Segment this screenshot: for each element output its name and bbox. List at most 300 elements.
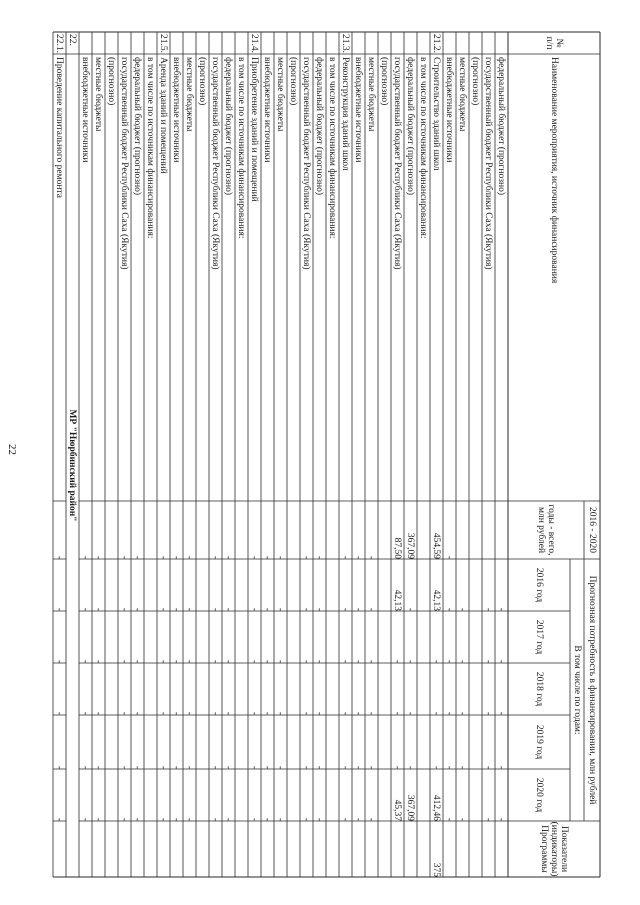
- cell-indicator: [300, 821, 313, 880]
- cell-2020: -: [171, 817, 182, 821]
- row-name: (прогнозно): [379, 57, 390, 106]
- cell-2017: [378, 611, 391, 666]
- cell-2019: -: [275, 765, 286, 769]
- budget-table: [40, 32, 600, 897]
- cell-2016: -: [340, 607, 351, 611]
- cell-2020: -: [353, 817, 364, 821]
- cell-2020: 45,37: [392, 799, 403, 821]
- cell-2019: -: [301, 765, 312, 769]
- cell-2016: -: [314, 607, 325, 611]
- cell-indicator: [105, 821, 118, 880]
- cell-2018: -: [353, 711, 364, 715]
- row-number: [365, 32, 378, 56]
- cell-2019: [469, 715, 482, 772]
- row-number: [118, 32, 131, 56]
- cell-2016: -: [301, 607, 312, 611]
- row-number: [300, 32, 313, 56]
- cell-2020: -: [444, 817, 455, 821]
- cell-indicator: [365, 821, 378, 880]
- cell-2017: -: [249, 659, 260, 663]
- header-total-desc: годы - всего, млн рублей: [536, 504, 556, 556]
- cell-indicator: [196, 821, 209, 880]
- cell-total: [482, 501, 495, 562]
- cell-indicator: 375: [431, 862, 442, 877]
- row-name: местные бюджеты: [457, 57, 468, 132]
- cell-total: [417, 501, 430, 562]
- cell-2017: -: [431, 659, 442, 663]
- cell-2017: -: [366, 659, 377, 663]
- row-number: [469, 32, 482, 56]
- cell-2018: -: [80, 711, 91, 715]
- row-name: федеральный бюджет (прогнозно): [405, 57, 416, 196]
- cell-2020: [417, 769, 430, 824]
- cell-2016: -: [54, 607, 65, 611]
- cell-2018: [196, 663, 209, 718]
- cell-total: -: [262, 555, 273, 559]
- row-name: государственный бюджет Республики Саха (Якутия): [301, 57, 312, 270]
- row-name: Реконструкция зданий школ: [340, 57, 351, 171]
- row-name: Приобретение зданий и помещений: [249, 57, 260, 202]
- row-number: [417, 32, 430, 56]
- cell-2019: -: [93, 765, 104, 769]
- row-number: [391, 32, 404, 56]
- cell-2017: [235, 611, 248, 666]
- header-year-2020: 2020 год: [534, 777, 544, 813]
- cell-2016: -: [353, 607, 364, 611]
- cell-2016: [469, 559, 482, 614]
- cell-total: -: [119, 555, 130, 559]
- row-number: [326, 32, 339, 56]
- row-number: [274, 32, 287, 56]
- row-name: (прогнозно): [470, 57, 481, 106]
- cell-indicator: [313, 821, 326, 880]
- row-name: местные бюджеты: [366, 57, 377, 132]
- row-name: местные бюджеты: [184, 57, 195, 132]
- header-forecast: Прогнозная потребность в финансировании, млн рублей: [587, 575, 597, 805]
- cell-2020: [378, 769, 391, 824]
- cell-2018: [378, 663, 391, 718]
- cell-2017: [105, 611, 118, 666]
- row-name: в том числе по источникам финансирования:: [327, 57, 338, 239]
- cell-2018: -: [184, 711, 195, 715]
- cell-2019: -: [223, 765, 234, 769]
- cell-indicator: [404, 821, 417, 880]
- cell-2020: -: [483, 817, 494, 821]
- row-name: внебюджетные источники: [353, 57, 364, 163]
- cell-total: -: [158, 555, 169, 559]
- cell-total: -: [210, 555, 221, 559]
- cell-2017: [144, 611, 157, 666]
- cell-2019: -: [119, 765, 130, 769]
- header-indicators: Показатели (индикаторы) Программы: [539, 821, 569, 877]
- cell-2016: [287, 559, 300, 614]
- header-year-2016: 2016 год: [534, 567, 544, 603]
- row-number: [313, 32, 326, 56]
- cell-2020: -: [223, 817, 234, 821]
- cell-indicator: [248, 821, 261, 880]
- row-number: [144, 32, 157, 56]
- header-by-years: В том числе по годам:: [572, 645, 582, 735]
- cell-2018: -: [457, 711, 468, 715]
- row-name: в том числе по источникам финансирования:: [236, 57, 247, 239]
- cell-2016: -: [223, 607, 234, 611]
- cell-2020: [144, 769, 157, 824]
- cell-2018: -: [249, 711, 260, 715]
- cell-2019: -: [444, 765, 455, 769]
- cell-indicator: [443, 821, 456, 880]
- cell-indicator: [235, 821, 248, 880]
- cell-total: [469, 501, 482, 562]
- row-name: государственный бюджет Республики Саха (Якутия): [210, 57, 221, 270]
- cell-2016: -: [132, 607, 143, 611]
- cell-2019: -: [80, 765, 91, 769]
- cell-total: -: [444, 555, 455, 559]
- row-number: 21.4.: [249, 34, 260, 53]
- cell-total: -: [132, 555, 143, 559]
- cell-2017: -: [132, 659, 143, 663]
- cell-2020: [196, 769, 209, 824]
- cell-2017: -: [392, 659, 403, 663]
- row-number: 22.: [67, 34, 78, 46]
- row-number: [196, 32, 209, 56]
- cell-2016: -: [366, 607, 377, 611]
- row-number: 21.2.: [431, 34, 442, 53]
- cell-2018: -: [54, 711, 65, 715]
- cell-total: -: [184, 555, 195, 559]
- cell-2016: [196, 559, 209, 614]
- cell-2016: -: [184, 607, 195, 611]
- cell-2019: -: [262, 765, 273, 769]
- cell-2018: -: [340, 711, 351, 715]
- header-name: Наименование мероприятия, источник финансирования: [549, 57, 559, 284]
- cell-indicator: [79, 821, 92, 880]
- row-number: [92, 32, 105, 56]
- cell-indicator: [144, 821, 157, 880]
- cell-2020: [326, 769, 339, 824]
- cell-2020: -: [210, 817, 221, 821]
- cell-2020: -: [366, 817, 377, 821]
- cell-2018: -: [366, 711, 377, 715]
- cell-total: [326, 501, 339, 562]
- cell-2017: -: [184, 659, 195, 663]
- cell-total: -: [93, 555, 104, 559]
- cell-total: -: [301, 555, 312, 559]
- cell-2017: -: [262, 659, 273, 663]
- row-name: внебюджетные источники: [80, 57, 91, 163]
- cell-2020: -: [301, 817, 312, 821]
- cell-total: -: [314, 555, 325, 559]
- cell-2018: -: [171, 711, 182, 715]
- cell-2018: -: [405, 711, 416, 715]
- cell-2017: [287, 611, 300, 666]
- cell-2018: -: [444, 711, 455, 715]
- cell-indicator: [378, 821, 391, 880]
- row-number: [352, 32, 365, 56]
- cell-2019: -: [405, 765, 416, 769]
- cell-indicator: [339, 821, 352, 880]
- cell-2019: [105, 715, 118, 772]
- cell-total: [105, 501, 118, 562]
- cell-indicator: [391, 821, 404, 880]
- cell-total: 454,59: [431, 532, 442, 559]
- row-number: [378, 32, 391, 56]
- cell-2018: -: [275, 711, 286, 715]
- cell-2019: [144, 715, 157, 772]
- cell-total: -: [171, 555, 182, 559]
- cell-2020: -: [158, 817, 169, 821]
- cell-2019: -: [392, 765, 403, 769]
- cell-2017: -: [353, 659, 364, 663]
- cell-total: [287, 501, 300, 562]
- cell-2017: [417, 611, 430, 666]
- cell-2020: [105, 769, 118, 824]
- cell-indicator: [456, 821, 469, 880]
- cell-2018: -: [301, 711, 312, 715]
- row-number: [209, 32, 222, 56]
- cell-2019: -: [171, 765, 182, 769]
- cell-2020: -: [249, 817, 260, 821]
- cell-2016: -: [457, 607, 468, 611]
- cell-2019: [417, 715, 430, 772]
- cell-2020: [287, 769, 300, 824]
- cell-indicator: [274, 821, 287, 880]
- row-name: (прогнозно): [197, 57, 208, 106]
- cell-2019: [235, 715, 248, 772]
- row-name: государственный бюджет Республики Саха (Якутия): [392, 57, 403, 270]
- cell-2019: -: [314, 765, 325, 769]
- cell-2019: [326, 715, 339, 772]
- cell-2017: -: [119, 659, 130, 663]
- cell-2017: -: [444, 659, 455, 663]
- cell-2020: [235, 769, 248, 824]
- row-number: [222, 32, 235, 56]
- row-name: Строительство зданий школ: [431, 57, 442, 171]
- row-name: федеральный бюджет (прогнозно): [223, 57, 234, 196]
- cell-total: 367,09: [405, 532, 416, 559]
- cell-2017: -: [275, 659, 286, 663]
- cell-2018: [105, 663, 118, 718]
- header-year-2017: 2017 год: [534, 619, 544, 655]
- cell-indicator: [482, 821, 495, 880]
- cell-indicator: [326, 821, 339, 880]
- cell-total: [235, 501, 248, 562]
- cell-2018: -: [210, 711, 221, 715]
- cell-2019: -: [496, 765, 507, 769]
- cell-2017: [469, 611, 482, 666]
- cell-2018: [287, 663, 300, 718]
- row-name: Проведение капитального ремонта: [54, 57, 65, 198]
- cell-total: 87,50: [392, 537, 403, 559]
- row-name: государственный бюджет Республики Саха (Якутия): [483, 57, 494, 270]
- cell-2017: -: [158, 659, 169, 663]
- cell-2019: -: [184, 765, 195, 769]
- cell-2016: [417, 559, 430, 614]
- cell-2016: -: [249, 607, 260, 611]
- row-name: внебюджетные источники: [444, 57, 455, 163]
- cell-2018: -: [314, 711, 325, 715]
- cell-2019: -: [249, 765, 260, 769]
- row-number: [183, 32, 196, 56]
- row-number: [105, 32, 118, 56]
- cell-total: -: [366, 555, 377, 559]
- cell-2019: [287, 715, 300, 772]
- cell-total: -: [80, 555, 91, 559]
- cell-2020: [469, 769, 482, 824]
- cell-2020: -: [340, 817, 351, 821]
- row-number: [261, 32, 274, 56]
- cell-2020: -: [80, 817, 91, 821]
- cell-2017: -: [80, 659, 91, 663]
- cell-2018: -: [93, 711, 104, 715]
- cell-2020: -: [132, 817, 143, 821]
- row-number: [443, 32, 456, 56]
- row-name: федеральный бюджет (прогнозно): [496, 57, 507, 196]
- cell-2020: -: [119, 817, 130, 821]
- cell-total: [495, 501, 508, 562]
- cell-2018: -: [431, 711, 442, 715]
- row-name: в том числе по источникам финансирования:: [145, 57, 156, 239]
- cell-total: [378, 501, 391, 562]
- cell-2017: -: [405, 659, 416, 663]
- cell-indicator: [417, 821, 430, 880]
- cell-2016: -: [93, 607, 104, 611]
- cell-2016: 42,13: [392, 589, 403, 611]
- cell-indicator: [352, 821, 365, 880]
- cell-2017: -: [93, 659, 104, 663]
- cell-indicator: [170, 821, 183, 880]
- row-name: (прогнозно): [106, 57, 117, 106]
- row-number: [482, 32, 495, 56]
- row-number: 21.5.: [158, 34, 169, 53]
- section-title: МР "Нюрбинский район": [67, 409, 78, 522]
- cell-2018: [417, 663, 430, 718]
- cell-2020: 412,46: [431, 794, 442, 821]
- cell-2018: -: [496, 711, 507, 715]
- row-number: [456, 32, 469, 56]
- cell-2020: -: [54, 817, 65, 821]
- cell-2019: -: [353, 765, 364, 769]
- cell-2016: -: [444, 607, 455, 611]
- cell-indicator: [261, 821, 274, 880]
- row-number: [495, 32, 508, 56]
- cell-2020: -: [457, 817, 468, 821]
- cell-indicator: [209, 821, 222, 880]
- cell-2019: [378, 715, 391, 772]
- cell-2016: [235, 559, 248, 614]
- cell-indicator: [131, 821, 144, 880]
- cell-indicator: [287, 821, 300, 880]
- cell-indicator: [469, 821, 482, 880]
- cell-2016: [326, 559, 339, 614]
- cell-2017: -: [457, 659, 468, 663]
- row-number: [79, 32, 92, 56]
- cell-total: -: [353, 555, 364, 559]
- cell-2016: -: [210, 607, 221, 611]
- row-name: местные бюджеты: [93, 57, 104, 132]
- cell-2017: -: [340, 659, 351, 663]
- cell-2018: -: [392, 711, 403, 715]
- cell-2017: -: [210, 659, 221, 663]
- cell-2016: [105, 559, 118, 614]
- row-name: в том числе по источникам финансирования:: [418, 57, 429, 239]
- cell-indicator: [92, 821, 105, 880]
- cell-total: [456, 501, 469, 562]
- cell-2020: -: [496, 817, 507, 821]
- cell-2019: -: [132, 765, 143, 769]
- cell-indicator: [157, 821, 170, 880]
- cell-2019: -: [483, 765, 494, 769]
- cell-indicator: [222, 821, 235, 880]
- row-name: (прогнозно): [288, 57, 299, 106]
- cell-2016: -: [483, 607, 494, 611]
- cell-2018: -: [132, 711, 143, 715]
- cell-2017: [326, 611, 339, 666]
- cell-2016: -: [496, 607, 507, 611]
- cell-2020: -: [314, 817, 325, 821]
- header-total-years: 2016 - 2020: [587, 507, 597, 553]
- cell-2016: 42,13: [431, 589, 442, 611]
- cell-2019: -: [457, 765, 468, 769]
- cell-total: [196, 501, 209, 562]
- row-name: внебюджетные источники: [262, 57, 273, 163]
- cell-2020: -: [184, 817, 195, 821]
- cell-2018: -: [262, 711, 273, 715]
- cell-2016: -: [405, 607, 416, 611]
- cell-2019: -: [366, 765, 377, 769]
- cell-2016: [144, 559, 157, 614]
- cell-2018: [469, 663, 482, 718]
- header-year-2018: 2018 год: [534, 671, 544, 707]
- cell-2017: -: [171, 659, 182, 663]
- row-number: [287, 32, 300, 56]
- cell-2020: -: [262, 817, 273, 821]
- cell-2016: -: [275, 607, 286, 611]
- cell-total: [144, 501, 157, 562]
- header-year-2019: 2019 год: [534, 724, 544, 760]
- cell-total: -: [54, 555, 65, 559]
- cell-2017: -: [496, 659, 507, 663]
- cell-2019: [196, 715, 209, 772]
- cell-2020: 367,09: [405, 794, 416, 821]
- row-name: внебюджетные источники: [171, 57, 182, 163]
- cell-2016: -: [158, 607, 169, 611]
- cell-2016: -: [262, 607, 273, 611]
- cell-2016: [378, 559, 391, 614]
- cell-2016: -: [119, 607, 130, 611]
- cell-2018: -: [223, 711, 234, 715]
- cell-2018: -: [483, 711, 494, 715]
- row-name: государственный бюджет Республики Саха (Якутия): [119, 57, 130, 270]
- cell-2017: -: [301, 659, 312, 663]
- cell-2017: -: [483, 659, 494, 663]
- cell-2017: -: [314, 659, 325, 663]
- cell-2019: -: [431, 765, 442, 769]
- cell-2016: -: [80, 607, 91, 611]
- cell-2017: -: [54, 659, 65, 663]
- row-number: 22.1.: [54, 34, 65, 53]
- row-number: 21.3.: [340, 34, 351, 53]
- cell-indicator: [118, 821, 131, 880]
- cell-total: -: [340, 555, 351, 559]
- row-number: [404, 32, 417, 56]
- cell-2019: -: [158, 765, 169, 769]
- cell-2019: -: [54, 765, 65, 769]
- cell-2018: [235, 663, 248, 718]
- cell-2018: -: [158, 711, 169, 715]
- cell-indicator: [495, 821, 508, 880]
- cell-2020: -: [275, 817, 286, 821]
- cell-2018: -: [119, 711, 130, 715]
